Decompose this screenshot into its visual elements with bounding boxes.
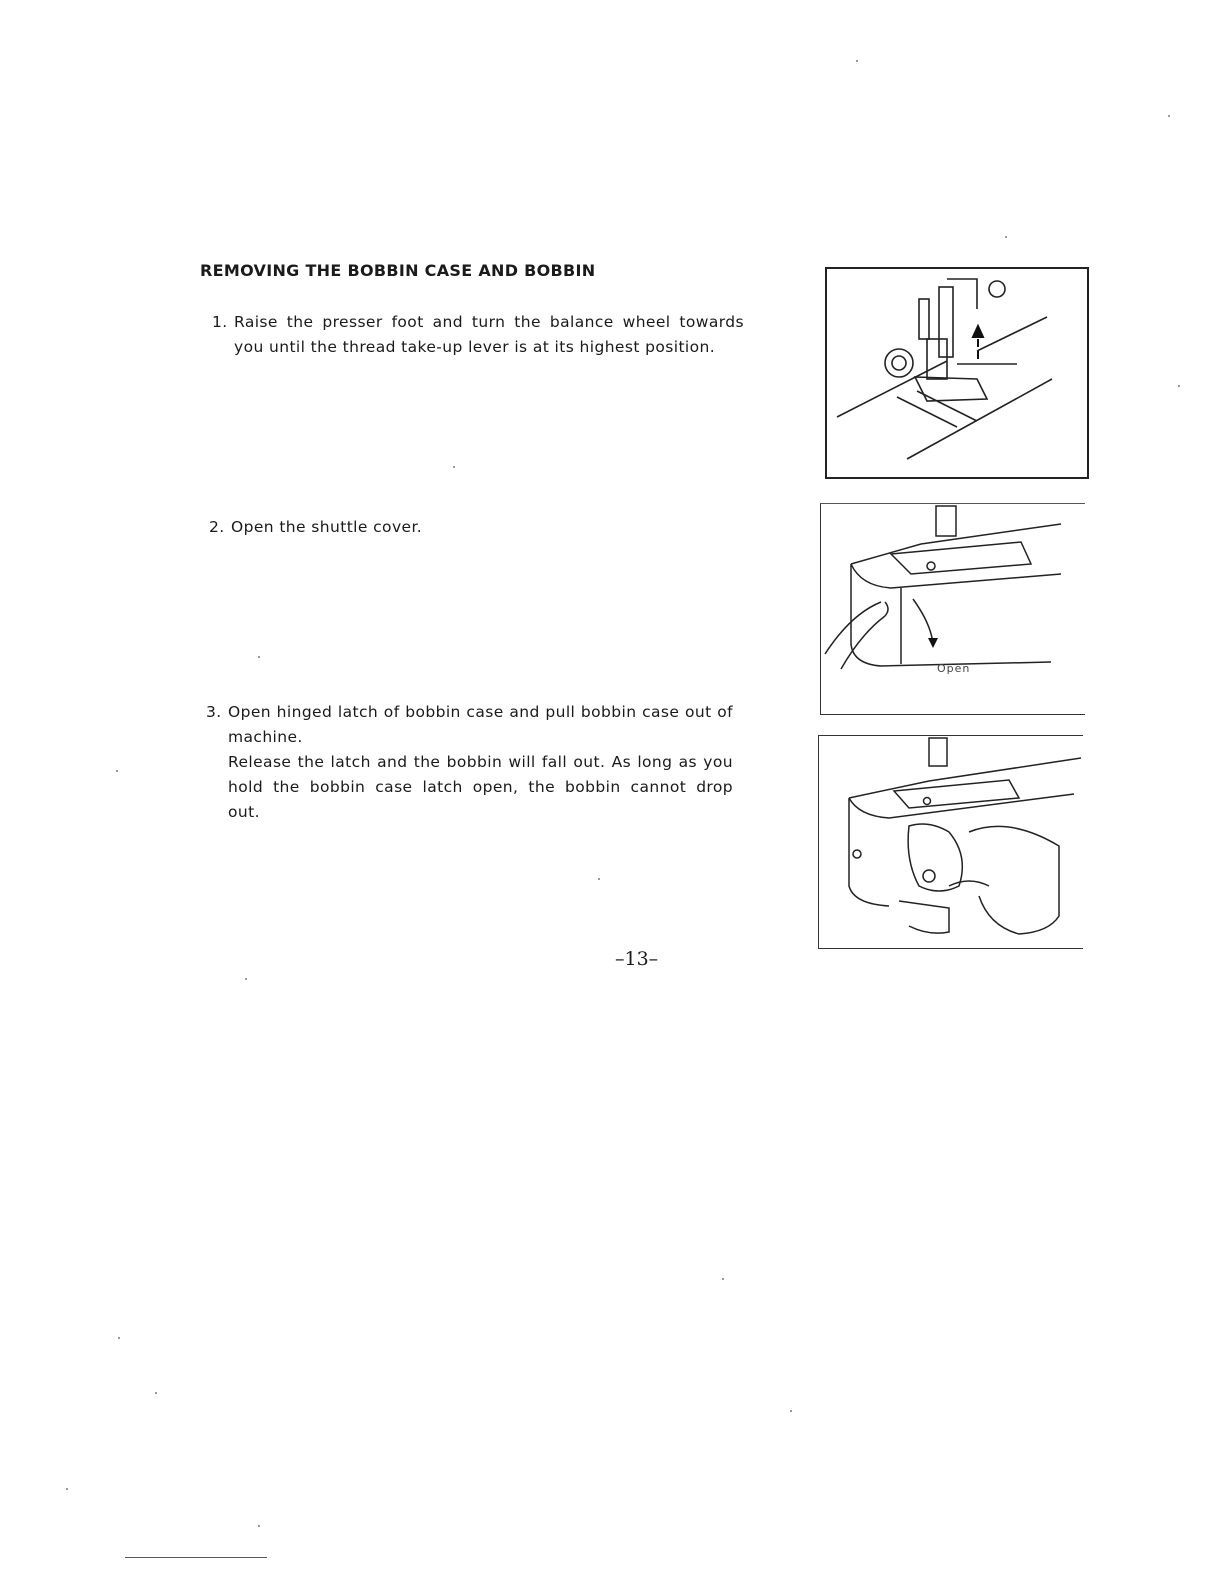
figure-bobbin-case-removal: [818, 735, 1083, 949]
page-number: –13–: [615, 948, 659, 970]
scan-speck: [790, 1410, 792, 1412]
scan-speck: [722, 1278, 724, 1280]
scan-speck: [118, 1337, 120, 1339]
step-2: [209, 515, 631, 540]
step-number: 3.: [206, 703, 222, 721]
open-label: Open: [937, 662, 971, 675]
scan-artifact-line: [125, 1557, 267, 1558]
scan-speck: [245, 978, 247, 980]
step-number: 1.: [212, 313, 228, 331]
presser-foot-illustration: [827, 269, 1087, 477]
step-text-line: Release the latch and the bobbin will fall out. As long as you: [228, 753, 733, 771]
shuttle-cover-illustration: [821, 504, 1084, 713]
step-number: 2.: [209, 518, 225, 536]
scan-speck: [1168, 115, 1170, 117]
scan-speck: [116, 770, 118, 772]
step-text: Open the shuttle cover.: [231, 518, 423, 536]
bobbin-case-removal-illustration: [819, 736, 1082, 947]
section-title: REMOVING THE BOBBIN CASE AND BOBBIN: [200, 261, 596, 280]
figure-shuttle-cover: [820, 503, 1085, 715]
scan-speck: [258, 1525, 260, 1527]
scan-speck: [1178, 385, 1180, 387]
scan-speck: [258, 656, 260, 658]
step-text-line: out.: [228, 803, 260, 821]
step-text-line: hold the bobbin case latch open, the bobbin cannot drop: [228, 778, 733, 796]
scan-speck: [1005, 236, 1007, 238]
scan-speck: [598, 878, 600, 880]
step-text: Raise the presser foot and turn the balance wheel towards you until the thread take-up lever is at its highest position.: [234, 313, 744, 356]
scan-speck: [856, 60, 858, 62]
step-text-line: Open hinged latch of bobbin case and pull bobbin case out of: [228, 703, 733, 721]
step-3: [206, 700, 733, 825]
step-1: [212, 310, 744, 360]
scan-speck: [66, 1488, 68, 1490]
scan-speck: [453, 466, 455, 468]
scan-speck: [155, 1392, 157, 1394]
figure-presser-foot: [825, 267, 1089, 479]
step-text-line: machine.: [228, 728, 303, 746]
